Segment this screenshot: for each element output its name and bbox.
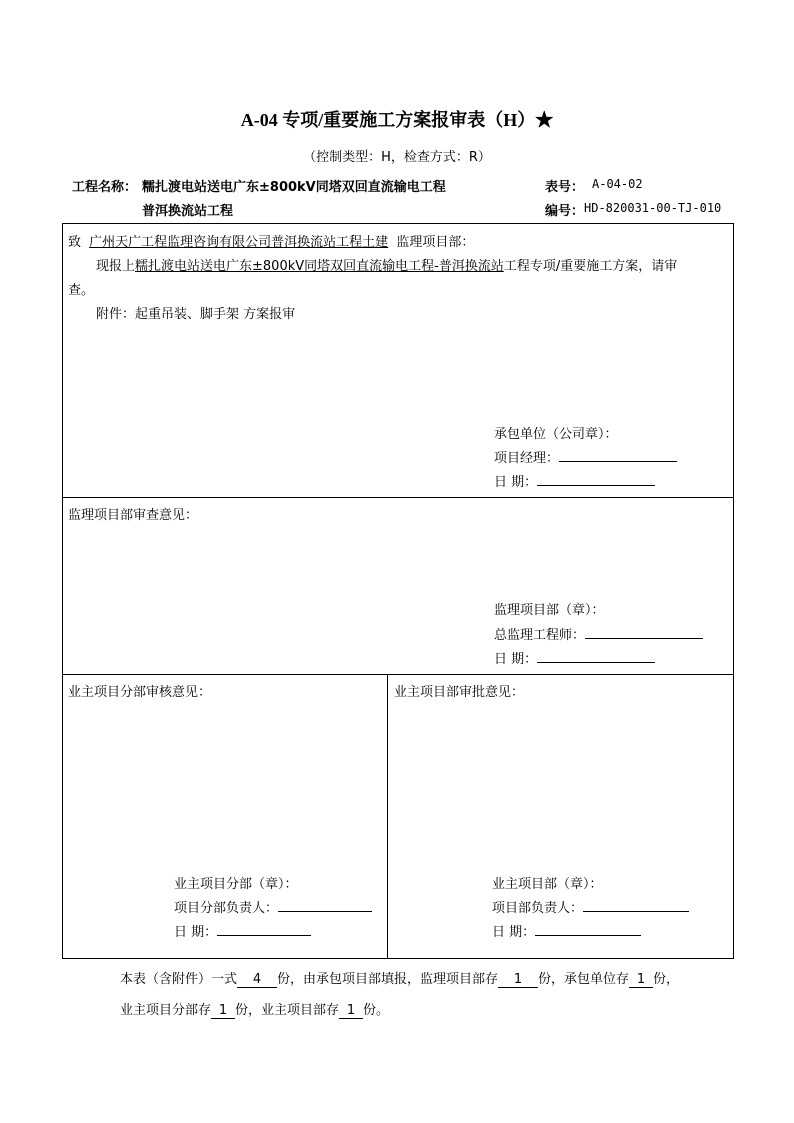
footer-line-2 xyxy=(120,999,389,1019)
contractor-seal-label: 承包单位（公司章）： xyxy=(494,427,618,442)
footer-text-d: 份， xyxy=(653,972,680,987)
owner-branch-seal-label: 业主项目分部（章）： xyxy=(174,877,298,892)
contractor-date-row xyxy=(494,471,655,490)
footer-text-e: 业主项目分部存 xyxy=(120,1003,212,1018)
owner-signature-line[interactable] xyxy=(583,899,689,912)
owner-date-row xyxy=(492,921,641,940)
owner-branch-date-line[interactable] xyxy=(217,923,311,936)
contractor-date-line[interactable] xyxy=(537,473,655,486)
owner-date-line[interactable] xyxy=(535,923,641,936)
addressee-line xyxy=(68,231,474,250)
owner-branch-date-label: 日 期： xyxy=(174,925,218,940)
to-recipient: 广州天广工程监理咨询有限公司普洱换流站工程土建 xyxy=(89,235,389,250)
form-table xyxy=(62,223,734,959)
form-no-value: A-04-02 xyxy=(592,177,643,191)
supervisor-date-label: 日 期： xyxy=(494,652,538,667)
body-line-1 xyxy=(96,255,677,274)
to-prefix: 致 xyxy=(68,235,82,250)
chief-engineer-row xyxy=(494,624,703,643)
control-type-subtitle: （控制类型：H，检查方式：R） xyxy=(303,150,491,165)
serial-no-value: HD-820031-00-TJ-010 xyxy=(584,201,722,215)
body-project: 糯扎渡电站送电广东±800kV同塔双回直流输电工程-普洱换流站 xyxy=(135,259,504,274)
section-divider-2 xyxy=(62,674,734,675)
section-divider-vertical xyxy=(387,674,388,959)
section-divider-1 xyxy=(62,497,734,498)
owner-branch-person-label: 项目分部负责人： xyxy=(174,901,279,916)
owner-date-label: 日 期： xyxy=(492,925,536,940)
attachment-line: 附件：起重吊装、脚手架 方案报审 xyxy=(96,307,296,322)
supervisor-seal-label: 监理项目部（章）： xyxy=(494,603,605,618)
contractor-date-label: 日 期： xyxy=(494,475,538,490)
copies-owner-branch: 1 xyxy=(211,1003,235,1019)
to-suffix: 监理项目部： xyxy=(396,235,475,250)
chief-engineer-signature-line[interactable] xyxy=(585,626,703,639)
body-line-2: 查。 xyxy=(68,283,95,298)
footer-line-1 xyxy=(120,968,679,988)
footer-text-g: 份。 xyxy=(363,1003,390,1018)
owner-approval-title: 业主项目部审批意见： xyxy=(394,685,525,700)
owner-branch-date-row xyxy=(174,921,311,940)
supervisor-review-title: 监理项目部审查意见： xyxy=(68,508,199,523)
project-manager-row xyxy=(494,447,677,466)
serial-no-label: 编号： xyxy=(545,204,585,219)
copies-supervisor: 1 xyxy=(498,972,538,988)
project-name-line1: 糯扎渡电站送电广东±800kV同塔双回直流输电工程 xyxy=(142,180,446,195)
copies-total: 4 xyxy=(237,972,277,988)
copies-contractor: 1 xyxy=(629,972,653,988)
footer-text-f: 份，业主项目部存 xyxy=(235,1003,340,1018)
body-suffix: 工程专项/重要施工方案，请审 xyxy=(503,259,678,274)
copies-owner: 1 xyxy=(339,1003,363,1019)
owner-seal-label: 业主项目部（章）： xyxy=(492,877,603,892)
page-title: A-04 专项/重要施工方案报审表（H）★ xyxy=(240,110,554,130)
footer-text-c: 份，承包单位存 xyxy=(538,972,630,987)
owner-branch-person-row xyxy=(174,897,372,916)
chief-engineer-label: 总监理工程师： xyxy=(494,628,586,643)
project-name-label: 工程名称： xyxy=(72,180,138,195)
supervisor-date-row xyxy=(494,648,655,667)
form-no-label: 表号： xyxy=(545,180,585,195)
owner-branch-review-title: 业主项目分部审核意见： xyxy=(68,685,212,700)
body-prefix: 现报上 xyxy=(96,259,136,274)
owner-person-label: 项目部负责人： xyxy=(492,901,584,916)
footer-text-a: 本表（含附件）一式 xyxy=(120,972,238,987)
owner-branch-signature-line[interactable] xyxy=(278,899,372,912)
footer-text-b: 份，由承包项目部填报，监理项目部存 xyxy=(277,972,499,987)
project-manager-label: 项目经理： xyxy=(494,451,560,466)
project-manager-signature-line[interactable] xyxy=(559,449,677,462)
supervisor-date-line[interactable] xyxy=(537,650,655,663)
owner-person-row xyxy=(492,897,689,916)
project-name-line2: 普洱换流站工程 xyxy=(142,204,234,219)
